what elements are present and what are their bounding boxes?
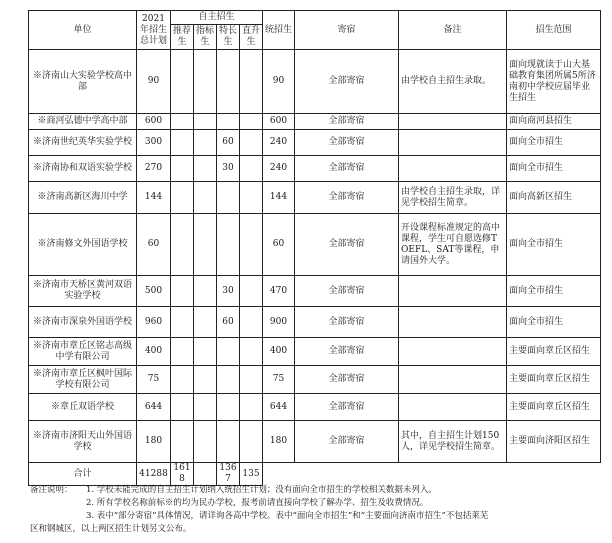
cell-remark [399,114,507,130]
cell-remark [399,394,507,421]
cell-scope: 面向现就读于山大基础教育集团所属5所济南初中学校应届毕业生招生 [507,50,601,114]
cell-unit: ※商河弘德中学高中部 [29,114,137,130]
admission-plan-table [28,10,601,486]
cell-quota [194,130,217,156]
cell-boarding: 全部寄宿 [295,214,399,276]
cell-quota [194,366,217,394]
header-row-top [29,11,601,25]
header-boarding: 寄宿 [295,11,399,50]
cell-boarding: 全部寄宿 [295,156,399,182]
cell-remark [399,366,507,394]
cell-plan: 400 [137,338,171,366]
total-blank [507,463,601,486]
cell-recommend [171,182,194,214]
cell-special [217,338,240,366]
note-line [30,484,600,497]
cell-plan: 75 [137,366,171,394]
cell-unified: 144 [263,182,295,214]
total-blank [295,463,399,486]
cell-unit: ※济南市天桥区黄河双语实验学校 [29,276,137,307]
cell-remark [399,276,507,307]
cell-quota [194,156,217,182]
cell-boarding: 全部寄宿 [295,307,399,338]
cell-unified: 75 [263,366,295,394]
cell-remark: 由学校自主招生录取，详见学校招生简章。 [399,182,507,214]
cell-scope: 主要面向章丘区招生 [507,394,601,421]
cell-special [217,394,240,421]
cell-recommend [171,50,194,114]
cell-recommend [171,421,194,463]
cell-scope: 面向全市招生 [507,276,601,307]
cell-direct [240,307,263,338]
cell-direct [240,366,263,394]
cell-direct [240,50,263,114]
cell-plan: 644 [137,394,171,421]
table-row [29,50,601,114]
cell-recommend [171,156,194,182]
cell-unit: ※济南世纪英华实验学校 [29,130,137,156]
header-remark: 备注 [399,11,507,50]
cell-special: 30 [217,276,240,307]
table-row [29,394,601,421]
cell-boarding: 全部寄宿 [295,50,399,114]
cell-special [217,182,240,214]
cell-plan: 180 [137,421,171,463]
header-total-plan: 2021年招生总计划 [137,11,171,50]
cell-scope: 面向全市招生 [507,214,601,276]
total-blank [399,463,507,486]
cell-boarding: 全部寄宿 [295,338,399,366]
cell-special [217,214,240,276]
table-row [29,366,601,394]
table-row [29,114,601,130]
cell-remark: 由学校自主招生录取。 [399,50,507,114]
note-3: 3. 表中“部分寄宿”具体情况，请详询各高中学校。表中“面向全市招生”和“主要面向济南市招生”不包括莱芜 [86,511,489,521]
table-row [29,307,601,338]
table-row [29,338,601,366]
cell-boarding: 全部寄宿 [295,421,399,463]
cell-quota [194,114,217,130]
header-unit: 单位 [29,11,137,50]
cell-quota [194,307,217,338]
cell-recommend [171,214,194,276]
cell-unified: 240 [263,130,295,156]
cell-remark [399,156,507,182]
cell-unit: ※济南高新区海川中学 [29,182,137,214]
cell-unified: 60 [263,214,295,276]
cell-remark: 开设课程标准规定的高中课程，学生可自愿选修TOEFL、SAT等课程，申请国外大学。 [399,214,507,276]
cell-boarding: 全部寄宿 [295,182,399,214]
cell-recommend [171,114,194,130]
cell-scope: 主要面向章丘区招生 [507,366,601,394]
header-special: 特长生 [217,25,240,50]
header-direct: 直升生 [240,25,263,50]
cell-remark: 其中，自主招生计划150人，详见学校招生简章。 [399,421,507,463]
cell-special: 30 [217,156,240,182]
cell-special [217,421,240,463]
cell-unit: ※济南市章丘区枫叶国际学校有限公司 [29,366,137,394]
total-special: 1367 [217,463,240,486]
cell-unified: 900 [263,307,295,338]
cell-special: 60 [217,307,240,338]
cell-direct [240,394,263,421]
cell-scope: 面向全市招生 [507,130,601,156]
cell-boarding: 全部寄宿 [295,114,399,130]
cell-recommend [171,307,194,338]
header-self-enroll: 自主招生 [171,11,263,25]
cell-remark [399,338,507,366]
cell-boarding: 全部寄宿 [295,130,399,156]
cell-special [217,114,240,130]
note-line [30,510,600,523]
note-3-tail: 区和钢城区，以上两区招生计划另文公布。 [30,524,192,534]
cell-quota [194,182,217,214]
note-1: 1. 学校未能完成的自主招生计划纳入统招生计划；没有面向全市招生的学校相关数据未列入。 [86,485,437,495]
cell-direct [240,276,263,307]
cell-plan: 500 [137,276,171,307]
cell-scope: 主要面向章丘区招生 [507,338,601,366]
header-unified: 统招生 [263,11,295,50]
cell-quota [194,50,217,114]
table-row [29,156,601,182]
table-row [29,182,601,214]
cell-direct [240,182,263,214]
cell-plan: 60 [137,214,171,276]
header-recommend: 推荐生 [171,25,194,50]
header-scope: 招生范围 [507,11,601,50]
cell-direct [240,130,263,156]
cell-unit: ※济南市深泉外国语学校 [29,307,137,338]
cell-special: 60 [217,130,240,156]
cell-direct [240,214,263,276]
cell-unit: ※济南协和双语实验学校 [29,156,137,182]
total-plan: 41288 [137,463,171,486]
table-row [29,130,601,156]
note-2: 2. 所有学校名称前标※的均为民办学校，报考前请直接向学校了解办学、招生及收费情况。 [86,498,429,508]
cell-unified: 600 [263,114,295,130]
cell-quota [194,421,217,463]
cell-plan: 960 [137,307,171,338]
cell-special [217,366,240,394]
cell-unified: 90 [263,50,295,114]
cell-unified: 644 [263,394,295,421]
cell-direct [240,421,263,463]
header-quota: 指标生 [194,25,217,50]
table-row [29,214,601,276]
cell-scope: 面向全市招生 [507,156,601,182]
cell-plan: 270 [137,156,171,182]
cell-plan: 600 [137,114,171,130]
cell-recommend [171,130,194,156]
cell-recommend [171,366,194,394]
cell-boarding: 全部寄宿 [295,276,399,307]
cell-recommend [171,276,194,307]
cell-unit: ※济南市济阳天山外国语学校 [29,421,137,463]
cell-quota [194,394,217,421]
cell-unified: 470 [263,276,295,307]
cell-boarding: 全部寄宿 [295,394,399,421]
total-blank [263,463,295,486]
cell-boarding: 全部寄宿 [295,366,399,394]
table-row [29,421,601,463]
cell-direct [240,338,263,366]
total-row [29,463,601,486]
cell-recommend [171,338,194,366]
total-label: 合计 [29,463,137,486]
cell-plan: 90 [137,50,171,114]
notes-section [30,484,600,536]
note-line [30,497,600,510]
cell-special [217,50,240,114]
cell-direct [240,114,263,130]
cell-quota [194,276,217,307]
cell-unified: 400 [263,338,295,366]
total-direct: 135 [240,463,263,486]
cell-unified: 240 [263,156,295,182]
total-quota [194,463,217,486]
cell-scope: 面向高新区招生 [507,182,601,214]
cell-unit: ※济南修文外国语学校 [29,214,137,276]
cell-plan: 300 [137,130,171,156]
cell-plan: 144 [137,182,171,214]
cell-scope: 面向全市招生 [507,307,601,338]
cell-unit: ※章丘双语学校 [29,394,137,421]
cell-quota [194,214,217,276]
total-recommend: 1618 [171,463,194,486]
cell-recommend [171,394,194,421]
cell-direct [240,156,263,182]
cell-quota [194,338,217,366]
table-row [29,276,601,307]
cell-unit: ※济南山大实验学校高中部 [29,50,137,114]
cell-scope: 面向商河县招生 [507,114,601,130]
cell-remark [399,307,507,338]
cell-unified: 180 [263,421,295,463]
cell-unit: ※济南市章丘区铭志高级中学有限公司 [29,338,137,366]
notes-lead: 备注说明： [30,485,73,495]
cell-scope: 主要面向济阳区招生 [507,421,601,463]
cell-remark [399,130,507,156]
